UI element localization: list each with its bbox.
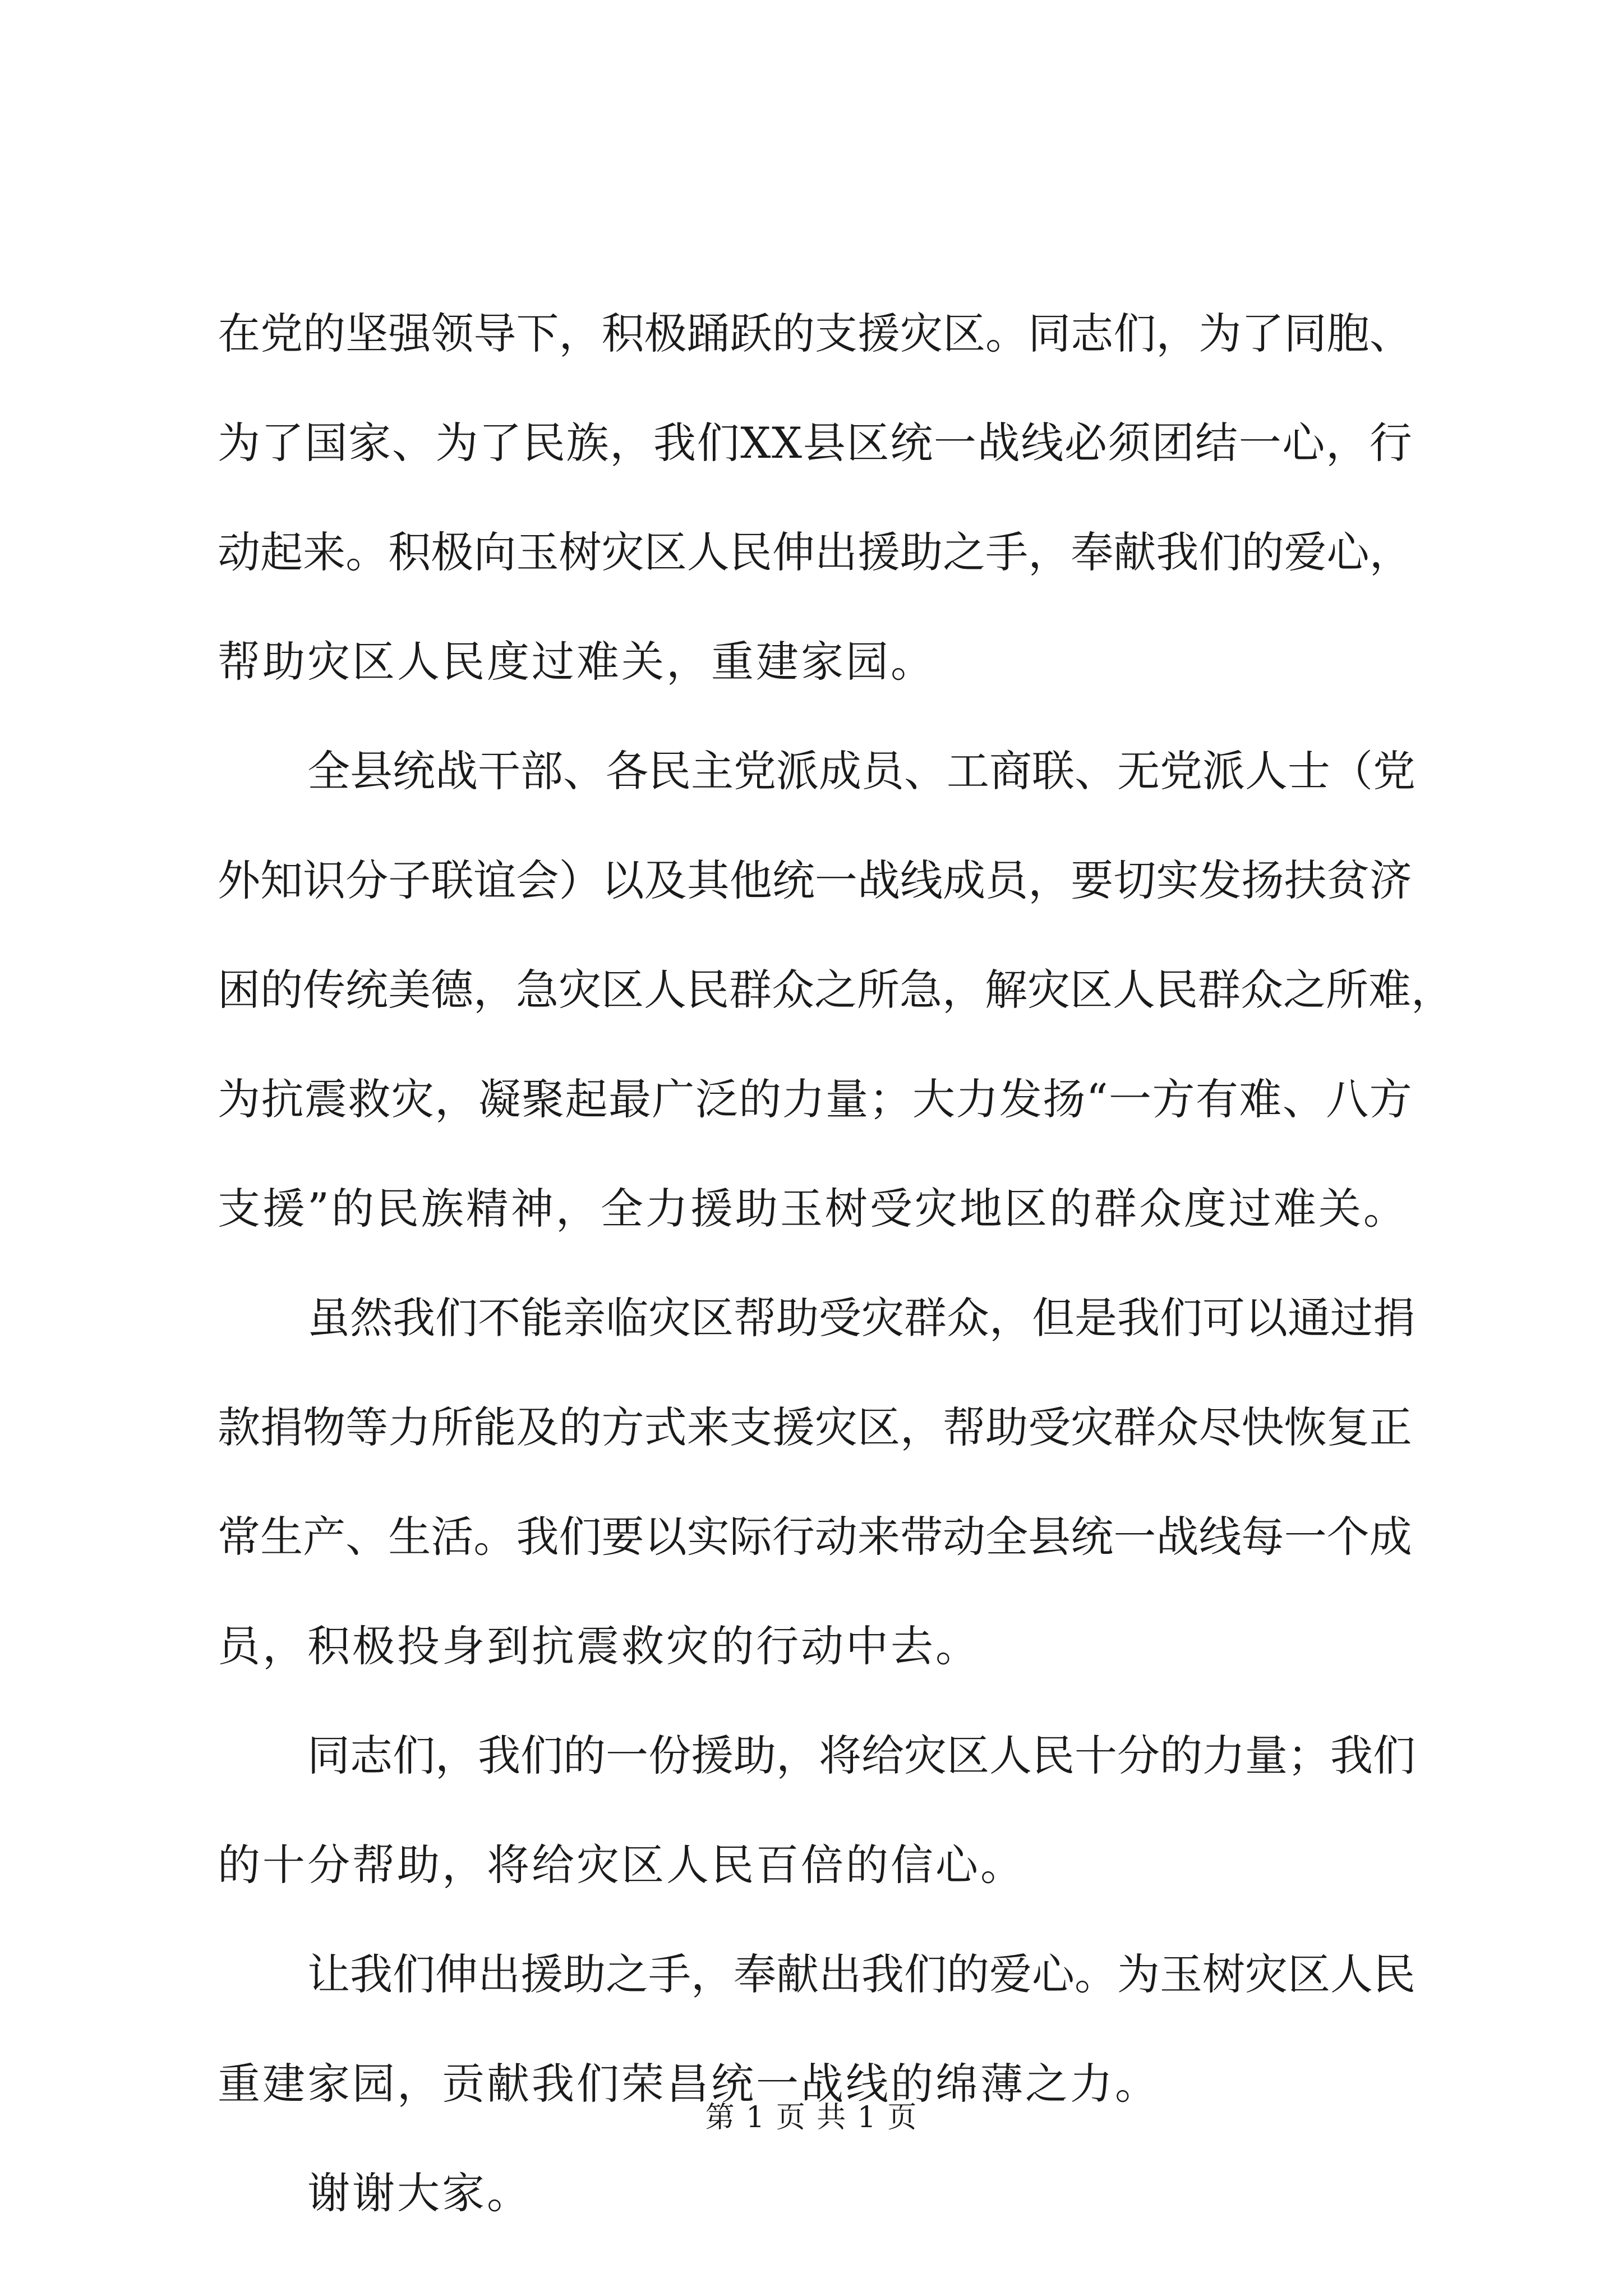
text-line: 员，积极投身到抗震救灾的行动中去。 [218, 1621, 980, 1671]
paragraph [218, 1947, 1415, 2112]
text-line: 外 知 识 分 子 联 谊 会 ） 以 及 其 他 统 一 战 线 成 员 ， 要 切 实 发 扬 扶 贫 济 [218, 855, 1412, 905]
text-line: 谢谢大家。 [307, 2168, 532, 2218]
text-line: 的十分帮助，将给灾区人民百倍的信心。 [218, 1840, 1025, 1890]
text-line: 支援”的民族精神，全力援助玉树受灾地区的群众度过难关。 [218, 1184, 1408, 1234]
text-line: 为 抗 震 救 灾 ， 凝 聚 起 最 广 泛 的 力 量 ； 大 力 发 扬 “ 一 方 有 难 、 八 方 [218, 1074, 1412, 1124]
text-line: 虽 然 我 们 不 能 亲 临 灾 区 帮 助 受 灾 群 众 ， 但 是 我 们 可 以 通 过 捐 [307, 1293, 1415, 1343]
text-line: 重建家园，贡献我们荣昌统一战线的绵薄之力。 [218, 2059, 1160, 2109]
paragraph [218, 1728, 1415, 1893]
text-line: 动 起 来 。 积 极 向 玉 树 灾 区 人 民 伸 出 援 助 之 手 ， 奉 献 我 们 的 爱 心 ， [218, 527, 1412, 577]
paragraph [218, 1290, 1415, 1674]
text-line: 常 生 产 、 生 活 。 我 们 要 以 实 际 行 动 来 带 动 全 县 统 一 战 线 每 一 个 成 [218, 1512, 1412, 1562]
document-body [218, 306, 1454, 2275]
text-line: 帮助灾区人民度过难关，重建家园。 [218, 637, 935, 687]
text-line: 为 了 国 家 、 为 了 民 族 ， 我 们 X X 县 区 统 一 战 线 必 须 团 结 一 心 ， 行 [218, 418, 1412, 468]
text-line: 同 志 们 ， 我 们 的 一 份 援 助 ， 将 给 灾 区 人 民 十 分 的 力 量 ； 我 们 [307, 1731, 1415, 1780]
text-line: 款 捐 物 等 力 所 能 及 的 方 式 来 支 援 灾 区 ， 帮 助 受 灾 群 众 尽 快 恢 复 正 [218, 1402, 1412, 1452]
text-line: 全 县 统 战 干 部 、 各 民 主 党 派 成 员 、 工 商 联 、 无 党 派 人 士 （ 党 [307, 746, 1415, 796]
text-line: 让 我 们 伸 出 援 助 之 手 ， 奉 献 出 我 们 的 爱 心 。 为 玉 树 灾 区 人 民 [307, 1949, 1415, 1999]
paragraph [218, 743, 1454, 1237]
paragraph [218, 2165, 1412, 2221]
paragraph [218, 306, 1412, 690]
page-footer: 第 1 页 共 1 页 [705, 2101, 918, 2134]
text-line: 困 的 传 统 美 德 ， 急 灾 区 人 民 群 众 之 所 急 ， 解 灾 区 人 民 群 众 之 所 难 ， [218, 965, 1454, 1015]
text-line: 在 党 的 坚 强 领 导 下 ， 积 极 踊 跃 的 支 援 灾 区 。 同 志 们 ， 为 了 同 胞 、 [218, 309, 1412, 358]
